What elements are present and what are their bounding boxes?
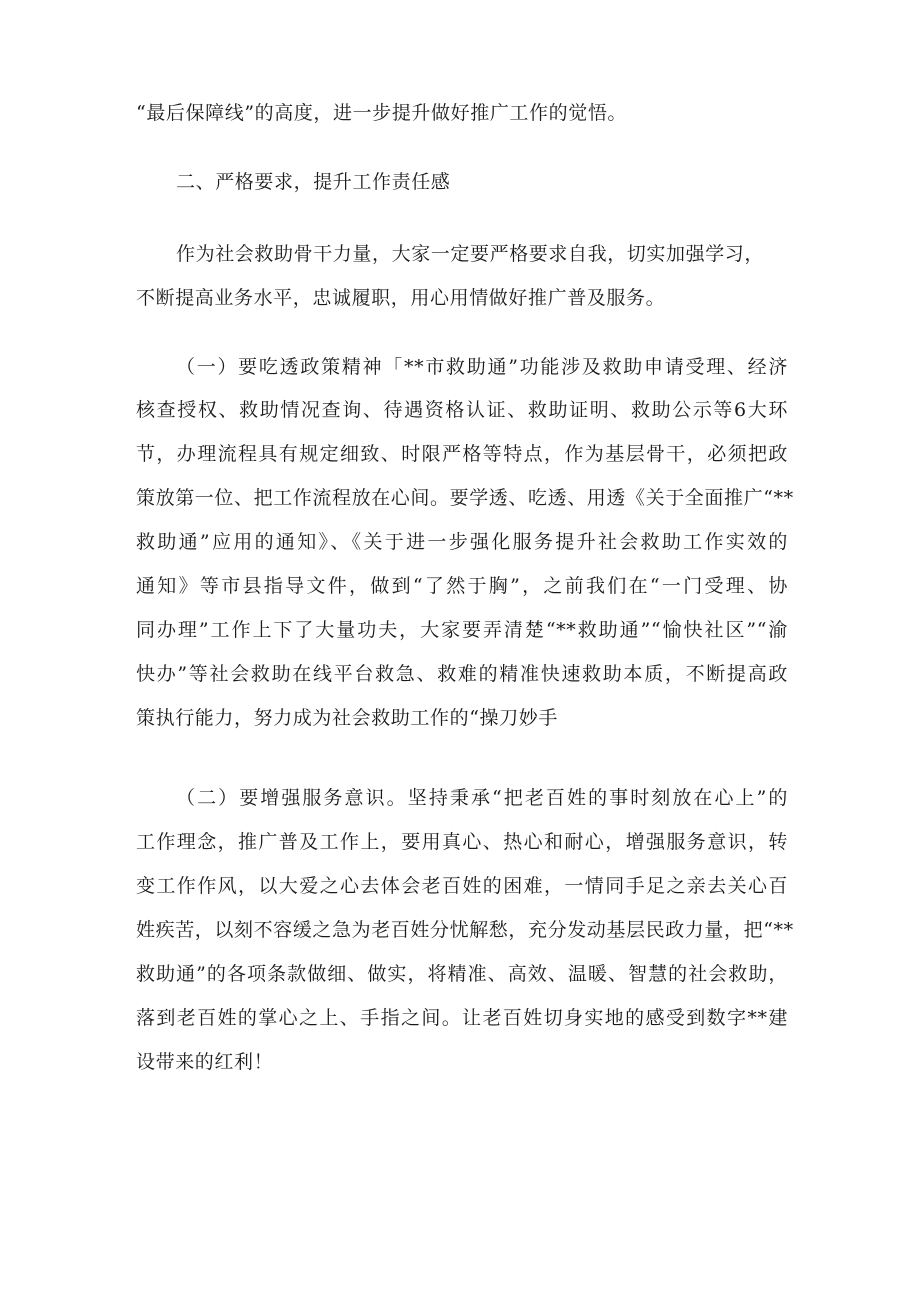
paragraph-line: 落到老百姓的掌心之上、手指之间。让老百姓切身实地的感受到数字**建 (136, 1007, 788, 1029)
paragraph-line: 节，办理流程具有规定细致、时限严格等特点，作为基层骨干，必须把政 (136, 443, 788, 465)
paragraph-line: 不断提高业务水平，忠诚履职，用心用情做好推广普及服务。 (136, 287, 666, 309)
paragraph-line: 策放第一位、把工作流程放在心间。要学透、吃透、用透《关于全面推广“** (136, 487, 794, 509)
paragraph-line: 姓疾苦，以刻不容缓之急为老百姓分忧解愁，充分发动基层民政力量，把“** (136, 919, 794, 941)
paragraph-line: 设带来的红利！ (136, 1051, 274, 1073)
paragraph-line: 策执行能力，努力成为社会救助工作的“操刀妙手 (136, 707, 558, 729)
paragraph-line: （一）要吃透政策精神「**市救助通”功能涉及救助申请受理、经济 (176, 356, 788, 378)
paragraph-line: 救助通”的各项条款做细、做实，将精准、高效、温暖、智慧的社会救助， (136, 963, 788, 985)
paragraph-line: 工作理念，推广普及工作上，要用真心、热心和耐心，增强服务意识，转 (136, 831, 788, 853)
paragraph-line: 通知》等市县指导文件，做到“了然于胸”，之前我们在“一门受理、协 (136, 575, 788, 597)
paragraph-line: 作为社会救助骨干力量，大家一定要严格要求自我，切实加强学习， (176, 243, 765, 265)
paragraph-line: “最后保障线”的高度，进一步提升做好推广工作的觉悟。 (136, 102, 628, 124)
paragraph-line: （二）要增强服务意识。坚持秉承“把老百姓的事时刻放在心上”的 (176, 787, 788, 809)
paragraph-line: 同办理”工作上下了大量功夫，大家要弄清楚“**救助通”“愉快社区”“渝 (136, 619, 788, 641)
paragraph-line: 核查授权、救助情况查询、待遇资格认证、救助证明、救助公示等6大环 (136, 399, 788, 421)
paragraph-line: 快办”等社会救助在线平台救急、救难的精准快速救助本质，不断提高政 (136, 663, 788, 685)
paragraph-line: 救助通”应用的通知》、《关于进一步强化服务提升社会救助工作实效的 (136, 531, 788, 553)
paragraph-line: 变工作作风，以大爱之心去体会老百姓的困难，一情同手足之亲去关心百 (136, 875, 788, 897)
section-heading: 二、严格要求，提升工作责任感 (176, 171, 451, 193)
